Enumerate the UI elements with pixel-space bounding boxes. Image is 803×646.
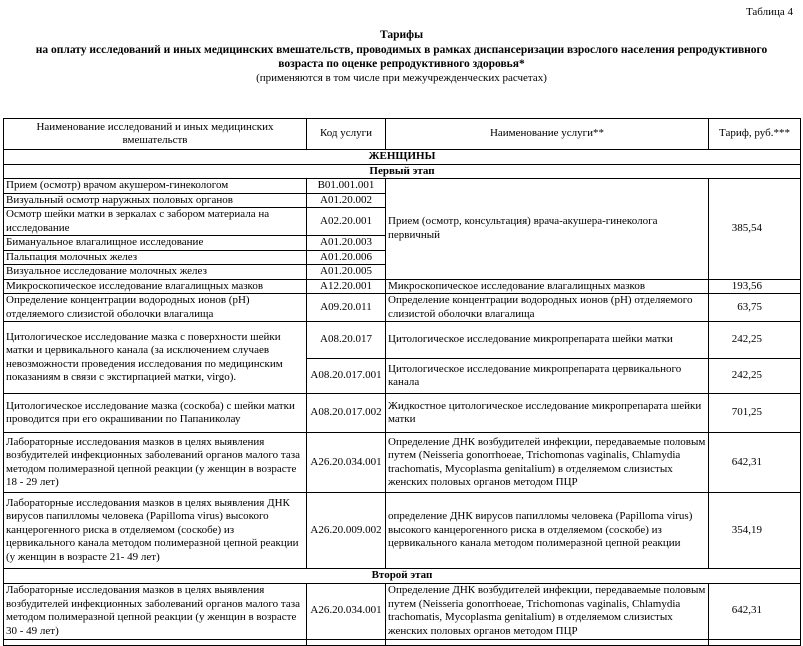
tariff-value: 193,56 [709, 279, 801, 294]
header-service-code: Код услуги [307, 119, 386, 150]
tariff-value: 354,19 [709, 493, 801, 569]
table-row-cut [4, 639, 801, 645]
service-code: A08.20.017 [307, 322, 386, 359]
table-row [4, 279, 801, 294]
tariff-value: 63,75 [709, 294, 801, 322]
service-code: A01.20.006 [307, 250, 386, 265]
service-name: определение ДНК вирусов папилломы человека (Papilloma virus) высокого канцерогенного риска в отделяемом (соскобе) из цервикального канала методом полимеразной цепной реакции [386, 493, 709, 569]
research-name: Определение концентрации водородных ионов (pH) отделяемого слизистой оболочки влагалища [4, 294, 307, 322]
table-row [4, 294, 801, 322]
service-code: A26.20.009.002 [307, 493, 386, 569]
research-name: Визуальное исследование молочных желез [4, 265, 307, 280]
table-row [4, 394, 801, 433]
service-code: B01.001.001 [307, 179, 386, 194]
tariff-value: 242,25 [709, 322, 801, 359]
document-title: Тарифы [379, 29, 424, 41]
stage-2-label: Второй этап [4, 569, 801, 584]
service-code: A01.20.005 [307, 265, 386, 280]
research-name: Лабораторные исследования мазков в целях выявления ДНК вирусов папилломы человека (Papilloma virus) высокого канцерогенного риска в отделяемом (соскобе) из цервикального канала методом полимеразной цепной реакции (у женщин в возрасте 21- 49 лет) [4, 493, 307, 569]
stage-1-label: Первый этап [4, 164, 801, 179]
service-name: Определение ДНК возбудителей инфекции, передаваемые половым путем (Neisseria gonorrhoeae, Trichomonas vaginalis, Chlamydia trachomatis, Mycoplasma genitalium) в отделяемом слизистых женских половых органов методом ПЦР [386, 433, 709, 493]
service-code: A12.20.001 [307, 279, 386, 294]
research-name: Микроскопическое исследование влагалищных мазков [4, 279, 307, 294]
service-code: A01.20.003 [307, 236, 386, 251]
service-code: A02.20.001 [307, 208, 386, 236]
section-women: ЖЕНЩИНЫ [4, 150, 801, 165]
research-name: Осмотр шейки матки в зеркалах с забором материала на исследование [4, 208, 307, 236]
research-name: Визуальный осмотр наружных половых органов [4, 193, 307, 208]
service-name: Цитологическое исследование микропрепарата цервикального канала [386, 359, 709, 394]
research-name: Цитологическое исследование мазка с поверхности шейки матки и цервикального канала (за исключением случаев невозможности проведения исследования по медицинским показаниям в связи с экстирпацией матки, virgo). [4, 322, 307, 394]
research-name: Лабораторные исследования мазков в целях выявления возбудителей инфекционных заболеваний органов малого таза методом полимеразной цепной реакции (у женщин в возрасте 18 - 29 лет) [4, 433, 307, 493]
table-number: Таблица 4 [745, 6, 793, 18]
tariff-value: 642,31 [709, 433, 801, 493]
research-name: Лабораторные исследования мазков в целях выявления возбудителей инфекционных заболеваний органов малого таза методом полимеразной цепной реакции (у женщин в возрасте 30 - 49 лет) [4, 583, 307, 639]
header-service-name: Наименование услуги** [386, 119, 709, 150]
service-code: A08.20.017.002 [307, 394, 386, 433]
table-row [4, 583, 801, 639]
header-research-name: Наименование исследований и иных медицинских вмешательств [4, 119, 307, 150]
table-row [4, 322, 801, 359]
service-name: Микроскопическое исследование влагалищных мазков [386, 279, 709, 294]
header-tariff: Тариф, руб.*** [709, 119, 801, 150]
research-name: Бимануальное влагалищное исследование [4, 236, 307, 251]
table-row [4, 433, 801, 493]
service-code: A26.20.034.001 [307, 583, 386, 639]
table-header-row [4, 119, 801, 150]
service-name: Цитологическое исследование микропрепарата шейки матки [386, 322, 709, 359]
service-name: Жидкостное цитологическое исследование микропрепарата шейки матки [386, 394, 709, 433]
table-row [4, 493, 801, 569]
document-subtitle: на оплату исследований и иных медицинских вмешательств, проводимых в рамках диспансеризации взрослого населения репродуктивного возраста по оценке репродуктивного здоровья* [35, 44, 768, 70]
tariff-value: 701,25 [709, 394, 801, 433]
service-name: Определение концентрации водородных ионов (pH) отделяемого слизистой оболочки влагалища [386, 294, 709, 322]
research-name: Прием (осмотр) врачом акушером-гинекологом [4, 179, 307, 194]
tariff-value: 642,31 [709, 583, 801, 639]
tariff-value: 385,54 [709, 179, 801, 280]
service-code: A01.20.002 [307, 193, 386, 208]
service-name: Определение ДНК возбудителей инфекции, передаваемые половым путем (Neisseria gonorrhoeae, Trichomonas vaginalis, Chlamydia trachomatis, Mycoplasma genitalium) в отделяемом слизистых женских половых органов методом ПЦР [386, 583, 709, 639]
tariff-table [3, 118, 801, 646]
table-row [4, 179, 801, 194]
service-code: A09.20.011 [307, 294, 386, 322]
service-code: A26.20.034.001 [307, 433, 386, 493]
research-name: Цитологическое исследование мазка (соскоба) с шейки матки проводится при его окрашивании по Папаниколау [4, 394, 307, 433]
service-code: A08.20.017.001 [307, 359, 386, 394]
service-name: Прием (осмотр, консультация) врача-акушера-гинеколога первичный [386, 179, 709, 280]
tariff-value: 242,25 [709, 359, 801, 394]
document-note: (применяются в том числе при межучрежденческих расчетах) [256, 72, 547, 84]
research-name: Пальпация молочных желез [4, 250, 307, 265]
